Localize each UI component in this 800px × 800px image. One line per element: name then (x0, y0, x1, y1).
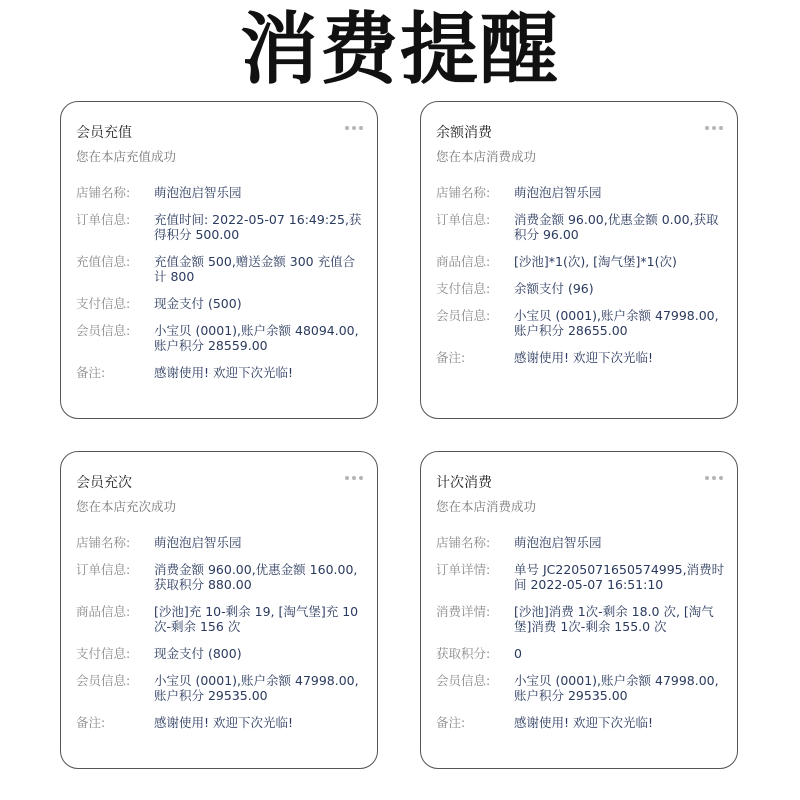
info-row (76, 562, 365, 592)
row-label: 支付信息: (76, 646, 131, 661)
row-value: 充值时间: 2022-05-07 16:49:25,获得积分 500.00 (154, 212, 362, 242)
info-row (436, 308, 725, 338)
info-rows (436, 535, 725, 742)
info-row (436, 350, 725, 365)
info-row (436, 562, 725, 592)
row-label: 订单信息: (76, 562, 131, 577)
card-subtitle: 您在本店充值成功 (76, 149, 177, 164)
row-value: 萌泡泡启智乐园 (154, 535, 242, 550)
more-horizontal-icon[interactable] (345, 126, 363, 130)
row-value: [沙池]消费 1次-剩余 18.0 次, [淘气堡]消费 1次-剩余 155.0 次 (514, 604, 714, 634)
card-subtitle: 您在本店消费成功 (436, 499, 537, 514)
info-row (436, 673, 725, 703)
info-row (436, 535, 725, 550)
info-rows (76, 535, 365, 742)
info-row (76, 715, 365, 730)
row-value: [沙池]*1(次), [淘气堡]*1(次) (514, 254, 677, 269)
card-header: 余额消费 (436, 125, 492, 141)
row-label: 会员信息: (76, 323, 131, 338)
info-row (76, 604, 365, 634)
row-label: 备注: (436, 350, 466, 365)
row-label: 店铺名称: (436, 535, 491, 550)
row-value: 充值金额 500,赠送金额 300 充值合计 800 (154, 254, 356, 284)
row-label: 商品信息: (76, 604, 131, 619)
row-value: 小宝贝 (0001),账户余额 47998.00,账户积分 28655.00 (514, 308, 719, 338)
row-label: 支付信息: (436, 281, 491, 296)
row-value: 余额支付 (96) (514, 281, 594, 296)
row-label: 充值信息: (76, 254, 131, 269)
row-value: 0 (514, 646, 522, 661)
row-value: 感谢使用! 欢迎下次光临! (514, 715, 653, 730)
row-value: 感谢使用! 欢迎下次光临! (154, 365, 293, 380)
row-label: 会员信息: (76, 673, 131, 688)
page-title: 消费提醒 (239, 5, 560, 95)
row-label: 会员信息: (436, 673, 491, 688)
row-value: [沙池]充 10-剩余 19, [淘气堡]充 10 次-剩余 156 次 (154, 604, 359, 634)
info-row (76, 254, 365, 284)
row-value: 小宝贝 (0001),账户余额 47998.00,账户积分 29535.00 (514, 673, 719, 703)
card-member-count-recharge (60, 451, 378, 769)
info-row (76, 673, 365, 703)
info-row (76, 646, 365, 661)
card-header: 计次消费 (436, 475, 492, 491)
info-row (436, 212, 725, 242)
row-label: 会员信息: (436, 308, 491, 323)
row-label: 店铺名称: (76, 185, 131, 200)
card-member-recharge (60, 101, 378, 419)
row-label: 消费详情: (436, 604, 491, 619)
card-balance-consumption (420, 101, 738, 419)
row-label: 店铺名称: (436, 185, 491, 200)
row-label: 订单信息: (436, 212, 491, 227)
info-row (436, 281, 725, 296)
info-row (76, 535, 365, 550)
row-label: 备注: (436, 715, 466, 730)
card-header: 会员充次 (76, 475, 132, 491)
row-value: 萌泡泡启智乐园 (514, 535, 602, 550)
row-value: 单号 JC2205071650574995,消费时间 2022-05-07 16:51:10 (514, 562, 725, 592)
row-value: 现金支付 (800) (154, 646, 242, 661)
row-value: 小宝贝 (0001),账户余额 47998.00,账户积分 29535.00 (154, 673, 359, 703)
card-subtitle: 您在本店消费成功 (436, 149, 537, 164)
row-value: 萌泡泡启智乐园 (514, 185, 602, 200)
info-row (436, 646, 725, 661)
card-count-consumption (420, 451, 738, 769)
row-label: 备注: (76, 715, 106, 730)
info-rows (76, 185, 365, 392)
more-horizontal-icon[interactable] (705, 126, 723, 130)
more-horizontal-icon[interactable] (345, 476, 363, 480)
row-value: 消费金额 960.00,优惠金额 160.00,获取积分 880.00 (154, 562, 358, 592)
row-label: 支付信息: (76, 296, 131, 311)
card-subtitle: 您在本店充次成功 (76, 499, 177, 514)
more-horizontal-icon[interactable] (705, 476, 723, 480)
row-label: 获取积分: (436, 646, 491, 661)
info-row (76, 365, 365, 380)
info-row (76, 212, 365, 242)
info-row (76, 323, 365, 353)
info-rows (436, 185, 725, 377)
row-value: 感谢使用! 欢迎下次光临! (154, 715, 293, 730)
row-label: 备注: (76, 365, 106, 380)
info-row (76, 185, 365, 200)
info-row (436, 254, 725, 269)
row-label: 店铺名称: (76, 535, 131, 550)
row-label: 商品信息: (436, 254, 491, 269)
card-header: 会员充值 (76, 125, 132, 141)
row-value: 感谢使用! 欢迎下次光临! (514, 350, 653, 365)
row-value: 小宝贝 (0001),账户余额 48094.00,账户积分 28559.00 (154, 323, 359, 353)
info-row (76, 296, 365, 311)
info-row (436, 185, 725, 200)
row-value: 现金支付 (500) (154, 296, 242, 311)
info-row (436, 715, 725, 730)
row-value: 萌泡泡启智乐园 (154, 185, 242, 200)
info-row (436, 604, 725, 634)
row-label: 订单信息: (76, 212, 131, 227)
row-label: 订单详情: (436, 562, 491, 577)
row-value: 消费金额 96.00,优惠金额 0.00,获取积分 96.00 (514, 212, 719, 242)
